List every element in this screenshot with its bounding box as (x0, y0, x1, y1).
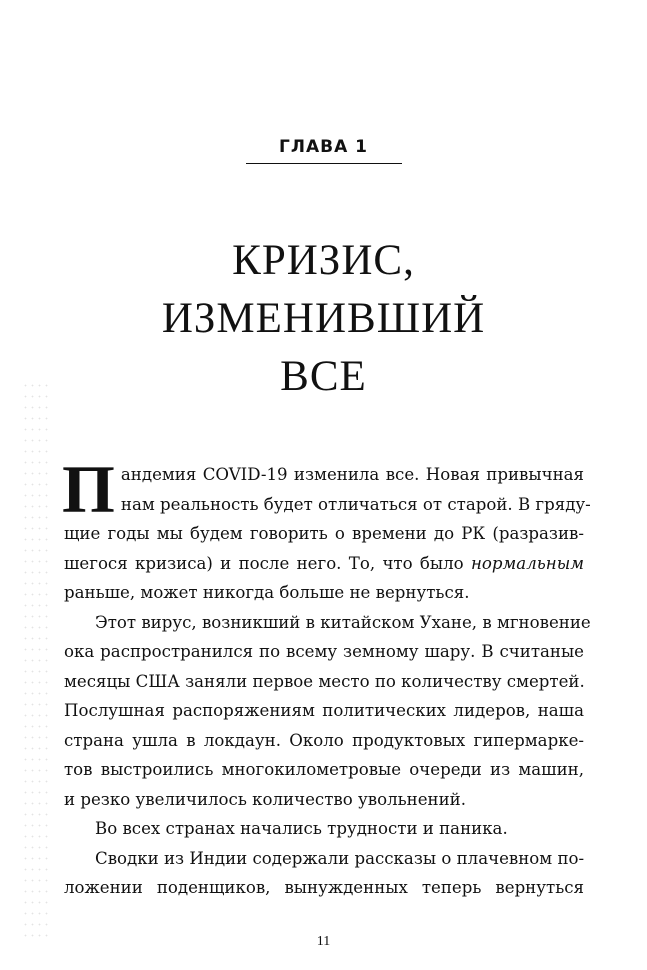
paragraph-1 (62, 451, 591, 608)
scan-speckle-margin (22, 380, 48, 940)
paragraph-2 (64, 608, 591, 815)
text-line (64, 519, 584, 549)
chapter-title-line-3: ВСЕ (280, 353, 367, 400)
text-line-content: щие годы мы будем говорить о времени до РК (разразив- (64, 524, 584, 543)
text-line: ложении поденщиков, вынужденных теперь вернуться (64, 878, 584, 897)
text-line: тов выстроились многокилометровые очереди из машин, (64, 760, 584, 779)
text-line: Этот вирус, возникший в китайском Ухане, в мгновение (95, 612, 591, 632)
text-line: Во всех странах начались трудности и паника. (95, 819, 508, 838)
text-line: ока распространился по всему земному шару. В считаные (64, 642, 584, 661)
text-line: раньше, может никогда больше не вернуться. (64, 583, 470, 602)
chapter-rule-divider (246, 163, 402, 164)
text-segment: шегося кризиса) и после него. То, что было (64, 553, 471, 573)
chapter-title-line-1: КРИЗИС, (232, 237, 415, 284)
paragraph-4 (64, 844, 584, 903)
text-line: Сводки из Индии содержали рассказы о плачевном по- (95, 848, 585, 868)
chapter-label: ГЛАВА 1 (279, 137, 368, 157)
drop-cap: П (62, 451, 115, 527)
paragraph-3 (64, 814, 584, 844)
body-text (62, 451, 591, 903)
page-number: 11 (316, 934, 331, 949)
chapter-title (0, 232, 647, 406)
text-line: месяцы США заняли первое место по количеству смертей. (64, 671, 585, 691)
text-line: Послушная распоряжениям политических лидеров, наша (64, 701, 584, 720)
chapter-title-line-2: ИЗМЕНИВШИЙ (161, 295, 486, 342)
text-line: страна ушла в локдаун. Около продуктовых гипермарке- (64, 730, 584, 750)
text-line: и резко увеличилось количество увольнений. (64, 789, 466, 809)
text-line: андемия COVID-19 изменила все. Новая привычная (120, 465, 584, 484)
text-line: нам реальность будет отличаться от старой. В гряду- (120, 494, 591, 514)
text-line (64, 549, 584, 579)
italic-emphasis: нормальным (471, 553, 584, 573)
